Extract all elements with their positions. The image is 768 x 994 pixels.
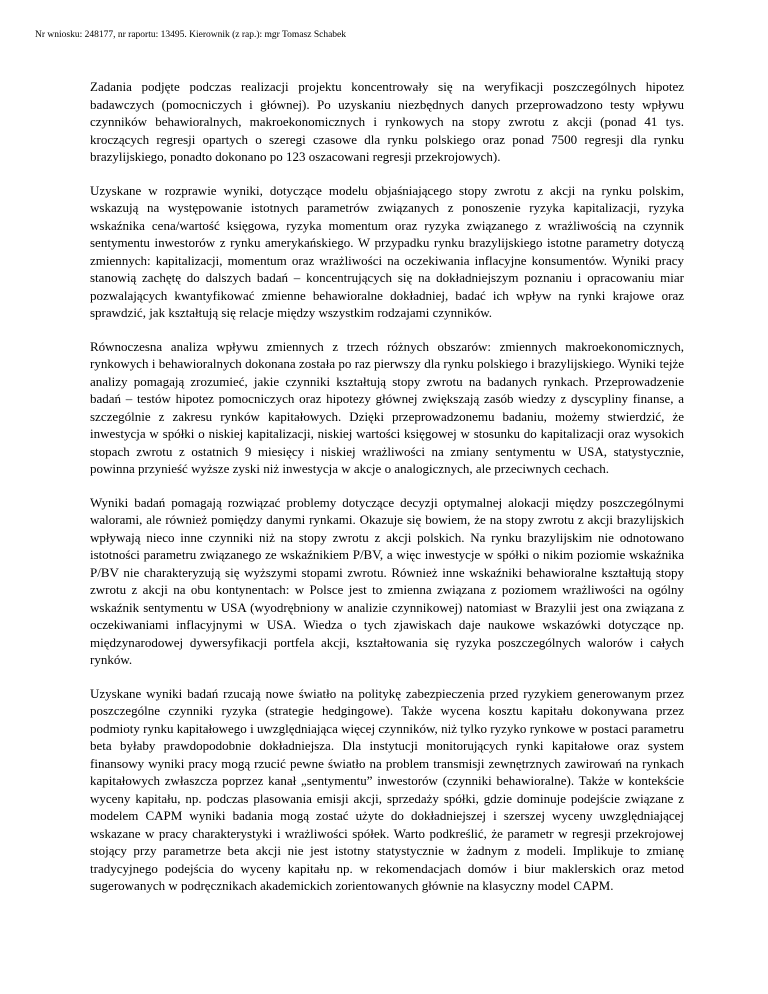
paragraph-1: Zadania podjęte podczas realizacji projektu koncentrowały się na weryfikacji poszczególnych hipotez badawczych (pomocniczych i głównej). Po uzyskaniu niezbędnych danych przeprowadzono testy wpływu czynników behawioralnych, makroekonomicznych i rynkowych na stopy zwrotu z akcji (ponad 41 tys. kroczących regresji opartych o szeregi czasowe dla rynku polskiego oraz ponad 7500 regresji dla rynku brazylijskiego, ponadto dokonano po 123 oszacowani regresji przekrojowych). <box>90 79 684 164</box>
paragraph-3: Równoczesna analiza wpływu zmiennych z trzech różnych obszarów: zmiennych makroekonomicznych, rynkowych i behawioralnych dokonana została po raz pierwszy dla rynku polskiego i brazylijskiego. Wyniki tejże analizy pomagają zrozumieć, jakie czynniki kształtują stopy zwrotu na badanych rynkach. Przeprowadzenie badań – testów hipotez pomocniczych oraz hipotezy głównej zwiększają zasób wiedzy z dyscypliny finanse, a szczególnie z zakresu rynków kapitałowych. Dzięki przeprowadzonemu badaniu, możemy stwierdzić, że inwestycja w spółki o niskiej kapitalizacji, niskiej wartości księgowej w stosunku do kapitalizacji oraz wysokich stopach zwrotu z ostatnich 9 miesięcy i niskiej wrażliwości na zmiany sentymentu w USA, statystycznie, powinna przynieść wyższe zyski niż inwestycja w akcje o analogicznych, ale przeciwnych cechach. <box>90 338 684 476</box>
document-body <box>90 78 684 911</box>
paragraph-5: Uzyskane wyniki badań rzucają nowe światło na politykę zabezpieczenia przed ryzykiem generowanym przez poszczególne czynniki ryzyka (strategie hedgingowe). Także wycena kosztu kapitału dokonywana przez podmioty rynku kapitałowego i uwzględniająca więcej czynników, niż tylko ryzyko rynkowe w postaci parametru beta byłaby prawdopodobnie dokładniejsza. Dla instytucji monitorujących rynki kapitałowe oraz system finansowy wyniki pracy mogą rzucić pewne światło na problem transmisji zewnętrznych zawirowań na rynkach kapitałowych zwłaszcza poprzez kanał „sentymentu” inwestorów (czynniki behawioralne). Także w kontekście wyceny kapitału, np. podczas plasowania emisji akcji, sprzedaży spółki, gdzie dominuje podejście związane z modelem CAPM wyniki badania mogą zostać użyte do dokładniejszej i szerszej wyceny uwzględniającej wskazane w pracy charakterystyki i wrażliwości spółek. Warto podkreślić, że parametr w regresji przekrojowej stojący przy parametrze beta akcji nie jest istotny statystycznie w żadnym z modeli. Implikuje to zmianę tradycyjnego podejścia do wyceny kapitału np. w rekomendacjach domów i biur maklerskich oraz metod sugerowanych w podręcznikach akademickich zorientowanych głównie na klasyczny model CAPM. <box>90 685 684 893</box>
page-header: Nr wniosku: 248177, nr raportu: 13495. Kierownik (z rap.): mgr Tomasz Schabek <box>35 30 347 40</box>
paragraph-4: Wyniki badań pomagają rozwiązać problemy dotyczące decyzji optymalnej alokacji między poszczególnymi walorami, ale również pomiędzy danymi rynkami. Okazuje się bowiem, że na stopy zwrotu z akcji brazylijskich wpływają nieco inne czynniki niż na stopy zwrotu z akcji polskich. Na rynku brazylijskim nie odnotowano istotności parametru związanego ze wskaźnikiem P/BV, a więc inwestycje w spółki o nikim poziomie wskaźnika P/BV nie charakteryzują się wyższymi stopami zwrotu. Również inne wskaźniki behawioralne kształtują stopy zwrotu z akcji na obu kontynentach: w Polsce jest to zmienna związana z poziomem wrażliwości na ogólny wskaźnik sentymentu w USA (wyodrębniony w analizie czynnikowej) natomiast w Brazylii jest ona związana z oczekiwaniami inflacyjnymi w USA. Wiedza o tych zjawiskach daje naukowe wskazówki dotyczące np. międzynarodowej dywersyfikacji portfela akcji, kształtowania się ryzyka poszczególnych walorów i całych rynków. <box>90 494 684 667</box>
paragraph-2: Uzyskane w rozprawie wyniki, dotyczące modelu objaśniającego stopy zwrotu z akcji na rynku polskim, wskazują na występowanie istotnych parametrów związanych z ponoszenie ryzyka kapitalizacji, ryzyka wskaźnika cena/wartość księgowa, ryzyka momentum oraz ryzyka związanego z wrażliwością na czynnik sentymentu inwestorów z rynku amerykańskiego. W przypadku rynku brazylijskiego istotne parametry dotyczą zmiennych: kapitalizacji, momentum oraz wrażliwości na oczekiwania inflacyjne konsumentów. Wyniki pracy stanowią zachętę do dalszych badań – koncentrujących się na dokładniejszym poznaniu i opracowaniu miar pozwalających kwantyfikować zmienne behawioralne dokładniej, badać ich wpływ na rynki krajowe oraz sprawdzić, jak kształtują się relacje między wszystkim rodzajami czynników. <box>90 182 684 320</box>
